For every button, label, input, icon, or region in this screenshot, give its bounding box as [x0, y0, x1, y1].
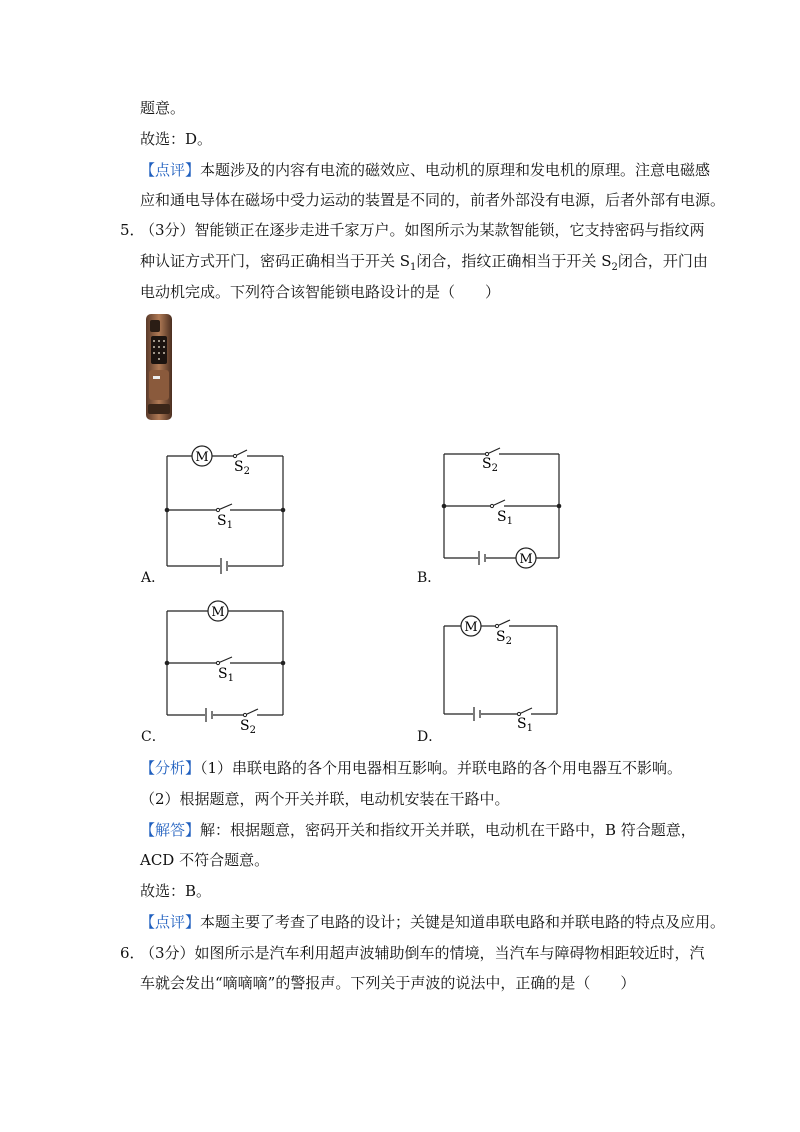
switch-label: $S_1$: [517, 716, 533, 734]
subscript: 2: [611, 262, 618, 273]
circuit-d: [437, 612, 567, 734]
comment-tag: 【点评】: [140, 913, 201, 931]
circuit-c: [160, 597, 295, 737]
text-part: 种认证方式开门，密码正确相当于开关 S: [140, 252, 411, 270]
motor-label: M: [519, 552, 533, 567]
smart-lock-image: [143, 312, 175, 424]
answer-line: 故选：D。: [140, 130, 213, 148]
comment-line-b: [140, 912, 725, 932]
text-line: 题意。: [140, 99, 186, 117]
comment-line-2: 应和通电导体在磁场中受力运动的装置是不同的，前者外部没有电源，后者外部有电源。: [140, 191, 726, 209]
question-number: 5．: [120, 221, 145, 239]
switch-label: $S_2$: [482, 456, 498, 474]
analysis-line: [140, 758, 682, 778]
question-text: （3分）如图所示是汽车利用超声波辅助倒车的情境，当汽车与障碍物相距较近时，汽: [140, 944, 705, 962]
answer-line-b: 故选：B。: [140, 882, 212, 900]
question-number: 6．: [120, 944, 145, 962]
text-part: 闭合，指纹正确相当于开关 S: [416, 252, 612, 270]
comment-text: 本题涉及的内容有电流的磁效应、电动机的原理和发电机的原理。注意电磁感: [200, 161, 711, 179]
switch-label: $S_1$: [217, 513, 233, 531]
switch-label: $S_1$: [497, 509, 513, 527]
question-text: （3分）智能锁正在逐步走进千家万户。如图所示为某款智能锁，它支持密码与指纹两: [140, 221, 705, 239]
option-b-label: B．: [417, 570, 442, 586]
question-text-2: 车就会发出“嘀嘀嘀”的警报声。下列关于声波的说法中，正确的是（ ）: [140, 974, 636, 992]
text-part: 闭合，开门由: [617, 252, 708, 270]
switch-label: $S_2$: [496, 629, 512, 647]
solution-line: [140, 820, 696, 840]
comment-line: [140, 160, 710, 180]
solution-line-2: ACD 不符合题意。: [140, 851, 270, 869]
analysis-text: （1）串联电路的各个用电器相互影响。并联电路的各个用电器互不影响。: [200, 759, 683, 777]
comment-text: 本题主要了考查了电路的设计；关键是知道串联电路和并联电路的特点及应用。: [200, 913, 726, 931]
motor-label: M: [211, 605, 225, 620]
analysis-line-2: （2）根据题意，两个开关并联，电动机安装在干路中。: [140, 790, 510, 808]
switch-label: $S_2$: [234, 459, 250, 477]
option-a-label: A．: [141, 570, 166, 586]
solution-tag: 【解答】: [140, 821, 201, 839]
motor-label: M: [464, 620, 478, 635]
circuit-a: [160, 442, 295, 574]
comment-tag: 【点评】: [140, 161, 201, 179]
solution-text: 解：根据题意，密码开关和指纹开关并联，电动机在干路中，B 符合题意，: [200, 821, 696, 839]
option-c-label: C．: [141, 729, 166, 745]
switch-label: $S_1$: [218, 666, 234, 684]
switch-label: $S_2$: [240, 718, 256, 736]
analysis-tag: 【分析】: [140, 759, 201, 777]
question-text-2: [140, 251, 708, 278]
circuit-b: [437, 440, 567, 572]
option-d-label: D．: [417, 729, 443, 745]
motor-label: M: [195, 450, 209, 465]
subscript: 1: [410, 262, 417, 273]
question-text-3: 电动机完成。下列符合该智能锁电路设计的是（ ）: [140, 283, 501, 301]
